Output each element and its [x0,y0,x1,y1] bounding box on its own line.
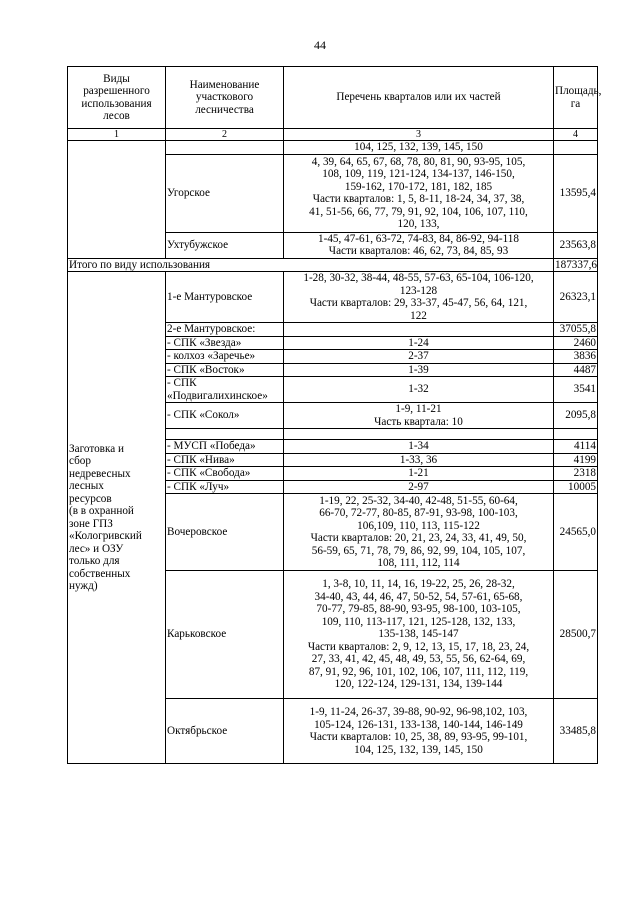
table-body [68,141,598,764]
table-column-numbers-row [68,129,598,141]
quarters-line: Части кварталов: 1, 5, 8-11, 18-24, 34, 37, 38, [312,193,525,205]
quarters-cell [284,571,554,699]
use-type-line: лес» и ОЗУ [69,542,124,555]
quarters-line: 105-124, 126-131, 133-138, 140-144, 146-149 [314,718,523,731]
use-type-line: сбор [69,455,91,467]
quarters-line: Части кварталов: 46, 62, 73, 84, 85, 93 [328,245,509,257]
table-row [68,141,598,155]
quarters-cell [284,377,554,403]
quarters-line: 123-128 [399,284,438,297]
use-type-cell [68,141,166,259]
area-cell: 3541 [554,377,598,403]
quarters-cell [284,699,554,764]
quarters-line: 70-77, 79-85, 88-90, 93-95, 98-100, 103-105, [316,603,521,616]
quarters-line: 104, 125, 132, 139, 145, 150 [354,141,483,153]
use-type-line: (в в охранной [69,505,134,517]
forestry-name-cell [166,429,284,440]
quarters-line: 1-9, 11-21 [395,403,442,415]
forestry-name-cell: Карьковское [166,571,284,699]
total-area: 187337,6 [555,258,597,271]
forestry-name-cell [166,141,284,155]
area-cell: 4487 [554,363,598,377]
area-cell: 13595,4 [554,154,598,232]
quarters-line: 1-45, 47-61, 63-72, 74-83, 84, 86-92, 94-118 [318,232,519,245]
quarters-line: 27, 33, 41, 42, 45, 48, 49, 53, 55, 56, 62-64, 69, [311,653,526,666]
quarters-line: 108, 111, 112, 114 [377,557,460,569]
area-cell: 3836 [554,350,598,364]
quarters-line: 120, 133, [397,218,440,230]
area-cell [554,429,598,440]
table-row [68,272,598,323]
area-cell: 2095,8 [554,403,598,429]
quarters-line: Часть квартала: 10 [374,415,463,428]
quarters-line: 1-32 [408,383,429,396]
quarters-line: Части кварталов: 10, 25, 38, 89, 93-95, 99-101, [309,731,528,743]
quarters-line: 135-138, 145-147 [378,628,459,641]
quarters-cell [284,440,554,454]
use-type-line: нужд) [69,580,98,592]
forestry-name-cell: - СПК «Сокол» [166,403,284,429]
quarters-cell [284,323,554,337]
forestry-name-cell: - СПК «Нива» [166,453,284,467]
quarters-line: 1-33, 36 [399,453,438,466]
quarters-cell [284,154,554,232]
use-type-line: Заготовка и [69,442,124,455]
header-use-type: Виды разрешенного использования лесов [68,67,166,129]
quarters-cell [284,272,554,323]
quarters-line: 41, 51-56, 66, 77, 79, 91, 92, 104, 106, 107, 110, [309,205,528,218]
quarters-line: Части кварталов: 29, 33-37, 45-47, 56, 64, 121, [309,297,528,309]
quarters-cell [284,141,554,155]
quarters-line: 109, 110, 113-117, 121, 125-128, 132, 133, [321,615,516,628]
area-cell: 10005 [554,480,598,494]
quarters-cell [284,453,554,467]
quarters-line: 1-28, 30-32, 38-44, 48-55, 57-63, 65-104, 106-120, [303,272,534,284]
forestry-name-cell: - СПК «Свобода» [166,467,284,481]
forestry-name-cell: - СПК «Звезда» [166,336,284,350]
header-quarters-list: Перечень кварталов или их частей [284,67,554,129]
quarters-cell [284,363,554,377]
quarters-line: 120, 122-124, 129-131, 134, 139-144 [334,678,503,691]
forestry-name-cell: Вочеровское [166,494,284,571]
quarters-cell [284,336,554,350]
total-label: Итого по виду использования [68,258,554,272]
quarters-line: 66-70, 72-77, 80-85, 87-91, 93-98, 100-103, [319,507,518,519]
area-cell [554,141,598,155]
use-type-line: собственных [69,567,131,580]
forestry-name-cell: Октябрьское [166,699,284,764]
quarters-cell [284,403,554,429]
forestry-name-cell: - СПК «Подвигалихинское» [166,377,284,403]
quarters-line: 106,109, 110, 113, 115-122 [357,519,480,532]
area-cell: 28500,7 [554,571,598,699]
quarters-line: 108, 109, 119, 121-124, 134-137, 146-150, [322,168,515,180]
total-row [68,258,598,272]
quarters-line: 34-40, 43, 44, 46, 47, 50-52, 54, 57-61, 65-68, [314,590,523,603]
quarters-line: 1-9, 11-24, 26-37, 39-88, 90-92, 96-98,102, 103, [309,706,528,718]
area-cell: 37055,8 [554,323,598,337]
quarters-line: Части кварталов: 2, 9, 12, 13, 15, 17, 18, 23, 24, [307,640,530,653]
header-forestry-name: Наименование участкового лесничества [166,67,284,129]
quarters-cell [284,350,554,364]
area-cell: 2318 [554,467,598,481]
use-type-line: ресурсов [69,492,112,505]
quarters-line: 1, 3-8, 10, 11, 14, 16, 19-22, 25, 26, 28-32, [322,578,515,591]
forestry-name-cell: - МУСП «Победа» [166,440,284,454]
column-number: 1 [68,129,166,141]
quarters-cell [284,494,554,571]
forest-use-table [67,66,602,764]
quarters-line: 4, 39, 64, 65, 67, 68, 78, 80, 81, 90, 93-95, 105, [311,155,526,168]
area-cell: 23563,8 [554,232,598,258]
forestry-name-cell: 1-е Мантуровское [166,272,284,323]
area-cell: 2460 [554,336,598,350]
area-cell: 33485,8 [554,699,598,764]
forestry-name-cell: - колхоз «Заречье» [166,350,284,364]
quarters-cell [284,480,554,494]
header-area: Площадь, га [554,67,598,129]
column-number: 2 [166,129,284,141]
column-number: 4 [554,129,598,141]
forestry-name-cell: Ухтубужское [166,232,284,258]
use-type-cell [68,272,166,764]
quarters-line: 1-39 [408,363,429,376]
column-number: 3 [284,129,554,141]
quarters-line: Части кварталов: 20, 21, 23, 24, 33, 41, 49, 50, [310,532,527,544]
quarters-line: 122 [410,309,427,322]
quarters-line: 1-34 [408,440,429,452]
quarters-line: 2-97 [408,480,429,493]
forestry-name-cell: Угорское [166,154,284,232]
use-type-line: только для [69,555,120,567]
area-cell: 4114 [554,440,598,454]
quarters-line: 1-24 [408,336,429,349]
quarters-line: 104, 125, 132, 139, 145, 150 [354,743,483,756]
quarters-line: 56-59, 65, 71, 78, 79, 86, 92, 99, 104, 105, 107, [311,544,526,557]
area-cell: 26323,1 [554,272,598,323]
area-cell: 4199 [554,453,598,467]
use-type-line: зоне ГПЗ [69,517,113,530]
quarters-cell [284,467,554,481]
quarters-line: 2-37 [408,350,429,362]
forestry-name-cell: 2-е Мантуровское: [166,323,284,337]
area-cell: 24565,0 [554,494,598,571]
use-type-line: лесных [69,480,104,492]
forestry-name-cell: - СПК «Восток» [166,363,284,377]
forestry-name-cell: - СПК «Луч» [166,480,284,494]
quarters-line: 1-21 [408,467,429,479]
page-number: 44 [314,38,326,52]
use-type-line: «Кологривский [69,530,142,542]
quarters-cell [284,232,554,258]
quarters-line: 87, 91, 92, 96, 101, 102, 106, 107, 111, 112, 119, [308,665,529,678]
quarters-line: 159-162, 170-172, 181, 182, 185 [344,180,493,193]
use-type-line: недревесных [69,467,131,480]
quarters-line: 1-19, 22, 25-32, 34-40, 42-48, 51-55, 60-64, [319,494,518,507]
quarters-cell [284,429,554,440]
table-header-row [68,67,598,129]
